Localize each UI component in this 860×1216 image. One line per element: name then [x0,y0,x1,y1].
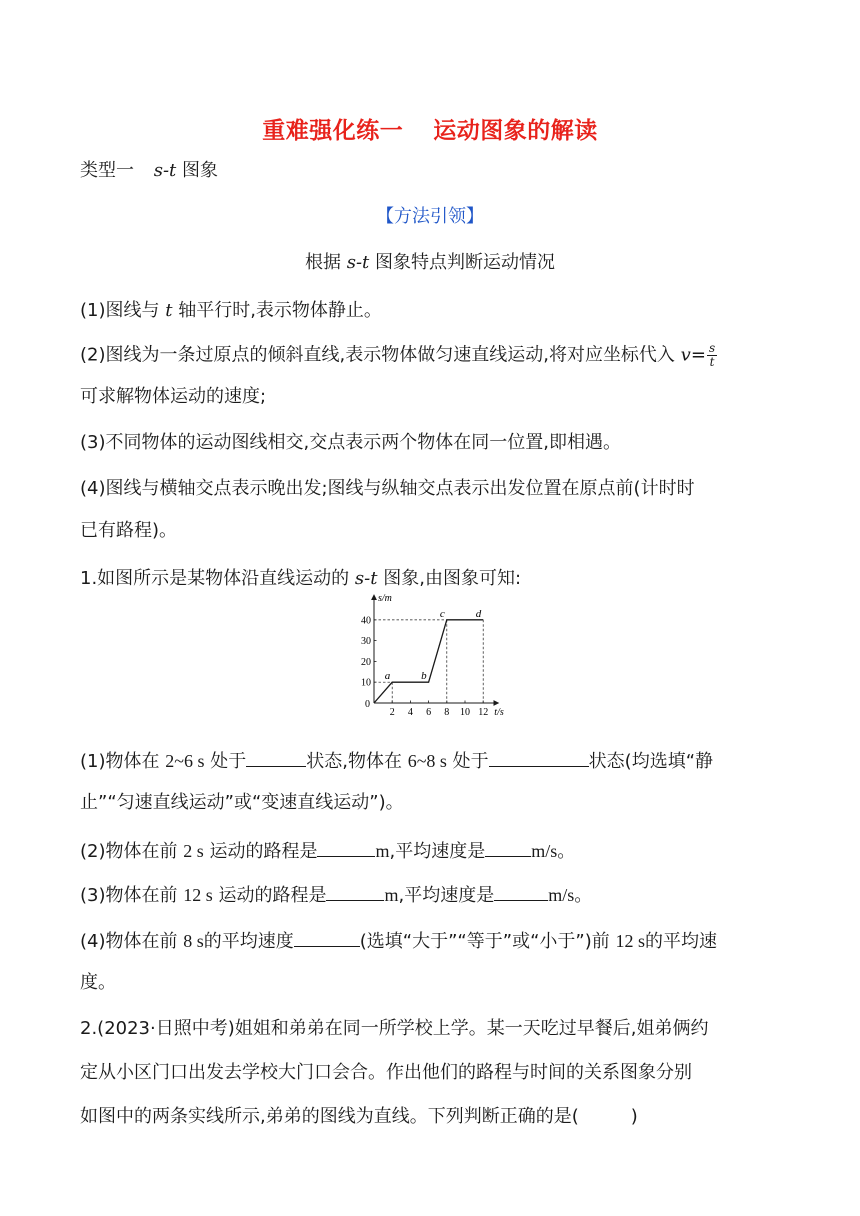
section-suffix: 图象 [182,160,219,181]
q1-sub-2 [80,836,780,865]
s3-c: ,平均速度是 [398,885,495,906]
subtitle-post: 图象特点判断运动情况 [375,252,556,273]
method-point-3: (3)不同物体的运动图线相交,交点表示两个物体在同一位置,即相遇。 [80,432,621,453]
s4-time-2: 12 s [615,931,645,951]
q1-sub-3 [80,880,780,909]
answer-blank-5[interactable] [326,880,384,901]
y-axis-label: s/m [378,593,392,605]
q2-line-3-text: 如图中的两条实线所示,弟弟的图线为直线。下列判断正确的是( [80,1106,579,1127]
method-heading: 【方法引领】 [376,206,484,227]
method-point-4: (4)图线与横轴交点表示晚出发;图线与纵轴交点表示出发位置在原点前(计时时 [80,478,695,499]
q1-stem-b: 图象,由图象可知: [383,568,522,589]
s1-a: (1)物体在 [80,751,160,772]
q2-line-3 [80,1104,780,1130]
subtitle-pre: 根据 [304,252,341,273]
section-label: 类型一 [80,160,134,181]
st-graph [340,593,540,724]
q1-stem-a: 1.如图所示是某物体沿直线运动的 [80,568,350,589]
answer-blank-4[interactable] [485,836,531,857]
s4-c: (选填“大于”“等于”或“小于”)前 [359,931,610,952]
p2-a: (2)图线为一条过原点的倾斜直线,表示物体做匀速直线运动,将对应坐标代入 [80,344,675,366]
p1-b: 轴平行时,表示物体静止。 [178,300,382,321]
x-tick-label: 8 [444,707,450,718]
title-part2: 运动图象的解读 [433,118,598,144]
origin-label: 0 [365,699,370,710]
x-tick-label: 10 [460,707,470,718]
y-tick-label: 40 [361,615,371,627]
point-label-d: d [475,607,482,620]
s2-d: 。 [557,841,576,862]
s3-unit-2: m/s [548,885,575,905]
point-label-a: a [384,670,391,683]
s2-unit-1: m [375,841,390,861]
s3-unit-1: m [384,885,399,905]
p1-t: t [165,300,173,321]
y-tick-label: 10 [361,677,371,689]
s2-c: ,平均速度是 [389,841,486,862]
q1-sub-1 [80,746,780,775]
s1-b: 处于 [210,751,247,772]
point-label-b: b [421,670,427,683]
method-point-2 [80,342,780,369]
x-tick-label: 6 [426,707,432,718]
answer-blank-7[interactable] [294,926,360,947]
q2-line-2: 定从小区门口出发去学校大门口会合。作出他们的路程与时间的关系图象分别 [80,1062,692,1083]
s2-time: 2 s [183,841,204,861]
y-tick-label: 20 [361,656,371,668]
q1-sub-1-cont: 止”“匀速直线运动”或“变速直线运动”)。 [80,792,404,813]
fraction-denominator: t [709,355,715,369]
title-part1: 重难强化练一 [262,118,404,144]
p2-eq: = [690,344,706,366]
q1-stem-symbol: s-t [354,568,378,589]
section-symbol: s-t [153,160,177,181]
q2-line-1: 2.(2023·日照中考)姐姐和弟弟在同一所学校上学。某一天吃过早餐后,姐弟俩约 [80,1018,709,1039]
s4-b: 的平均速度 [203,931,294,952]
y-tick-label: 30 [361,636,371,648]
q2-line-3-end: ) [630,1106,638,1127]
speed-fraction [707,342,717,369]
s3-a: (3)物体在前 [80,885,178,906]
s4-time-1: 8 s [183,931,204,951]
x-tick-label: 12 [478,707,489,718]
p2-v: v [680,344,691,366]
q1-stem [80,566,780,592]
series-line [374,620,483,703]
section-heading [80,158,780,184]
s4-a: (4)物体在前 [80,931,178,952]
s1-d: 处于 [452,751,489,772]
s4-d: 的平均速 [645,931,717,952]
answer-blank-2[interactable] [489,746,589,767]
subtitle-symbol: s-t [346,252,370,273]
s3-time: 12 s [183,885,213,905]
method-point-1 [80,298,780,324]
x-tick-label: 4 [407,707,413,718]
method-subtitle [0,250,860,276]
s2-unit-2: m/s [531,841,558,861]
q1-sub-4-cont: 度。 [80,972,116,993]
answer-blank-1[interactable] [246,746,306,767]
answer-blank-3[interactable] [317,836,375,857]
p1-a: (1)图线与 [80,300,160,321]
s1-e: 状态(均选填“静 [588,751,714,772]
fraction-numerator: s [708,341,716,355]
answer-blank-6[interactable] [494,880,548,901]
method-point-4-cont: 已有路程)。 [80,520,178,541]
s2-b: 运动的路程是 [209,841,318,862]
point-label-c: c [439,607,445,620]
method-point-2-cont: 可求解物体运动的速度; [80,386,267,407]
page-title [0,112,860,145]
s1-time-2: 6~8 s [407,751,447,771]
q1-sub-4 [80,926,780,955]
x-tick-label: 2 [389,707,395,718]
s2-a: (2)物体在前 [80,841,178,862]
s1-time-1: 2~6 s [165,751,205,771]
s1-c: 状态,物体在 [306,751,402,772]
x-axis-label: t/s [494,707,504,718]
s3-b: 运动的路程是 [218,885,327,906]
s3-d: 。 [574,885,593,906]
